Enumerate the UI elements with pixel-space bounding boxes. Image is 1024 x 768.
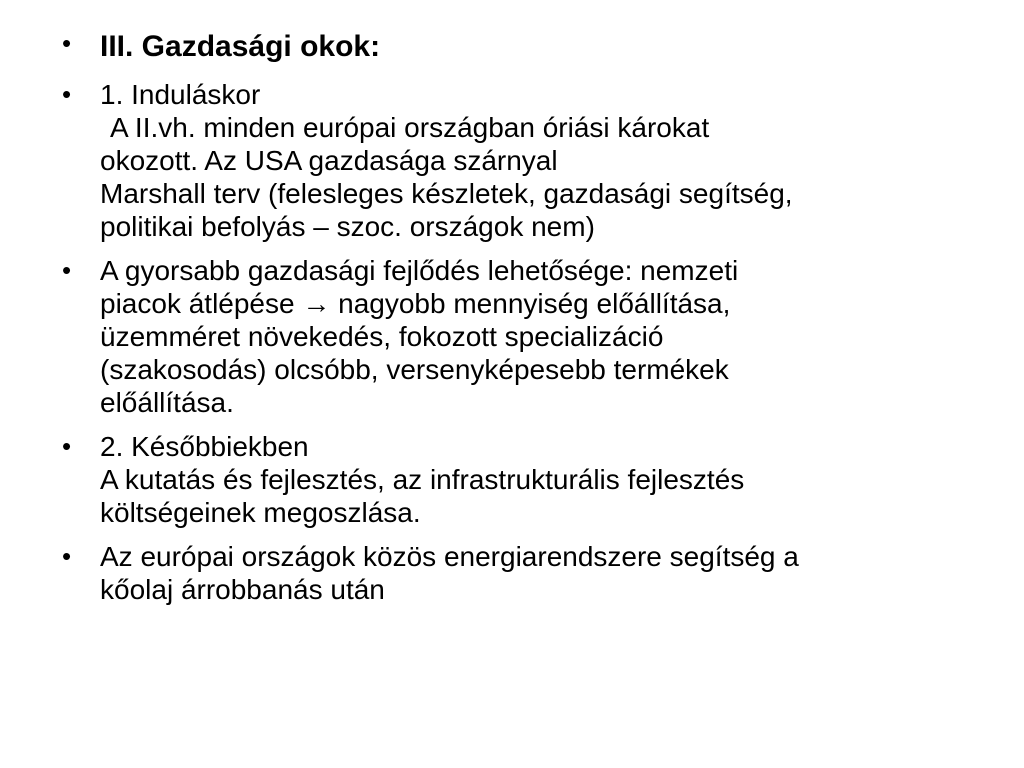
bullet-text-line: politikai befolyás – szoc. országok nem)	[100, 211, 595, 242]
bullet-text-line: A II.vh. minden európai országban óriási károkat	[110, 112, 710, 143]
bullet-text-line: kőolaj árrobbanás után	[100, 574, 385, 605]
bullet-text-line: (szakosodás) olcsóbb, versenyképesebb termékek	[100, 354, 729, 385]
bullet-point-icon: •	[62, 79, 72, 109]
bullet-item-kesobbiekben	[62, 430, 962, 529]
bullet-text-line: A kutatás és fejlesztés, az infrastrukturális fejlesztés	[100, 464, 745, 495]
bullet-text-line: okozott. Az USA gazdasága szárnyal	[100, 145, 558, 176]
bullet-text-line: Az európai országok közös energiarendszere segítség a	[100, 541, 799, 572]
bullet-item-heading	[62, 27, 962, 67]
bullet-text-line: Marshall terv (felesleges készletek, gazdasági segítség,	[100, 178, 793, 209]
bullet-item-fejlodes	[62, 254, 962, 419]
bullet-text-line: piacok átlépése → nagyobb mennyiség előállítása,	[100, 288, 731, 319]
bullet-text-line: előállítása.	[100, 387, 234, 418]
bullet-text-line: A gyorsabb gazdasági fejlődés lehetősége: nemzeti	[100, 255, 739, 286]
bullet-text-line: 1. Induláskor	[100, 79, 261, 110]
slide-heading: III. Gazdasági okok:	[100, 30, 381, 63]
bullet-point-icon: •	[62, 28, 72, 58]
bullet-point-icon: •	[62, 541, 72, 571]
bullet-text-line: 2. Későbbiekben	[100, 431, 309, 462]
bullet-item-energiarendszer	[62, 540, 962, 606]
bullet-text-line: üzemméret növekedés, fokozott specializáció	[100, 321, 664, 352]
bullet-point-icon: •	[62, 255, 72, 285]
bullet-list	[62, 27, 962, 617]
bullet-text-line: költségeinek megoszlása.	[100, 497, 421, 528]
bullet-point-icon: •	[62, 431, 72, 461]
bullet-item-indulaskor	[62, 78, 962, 243]
